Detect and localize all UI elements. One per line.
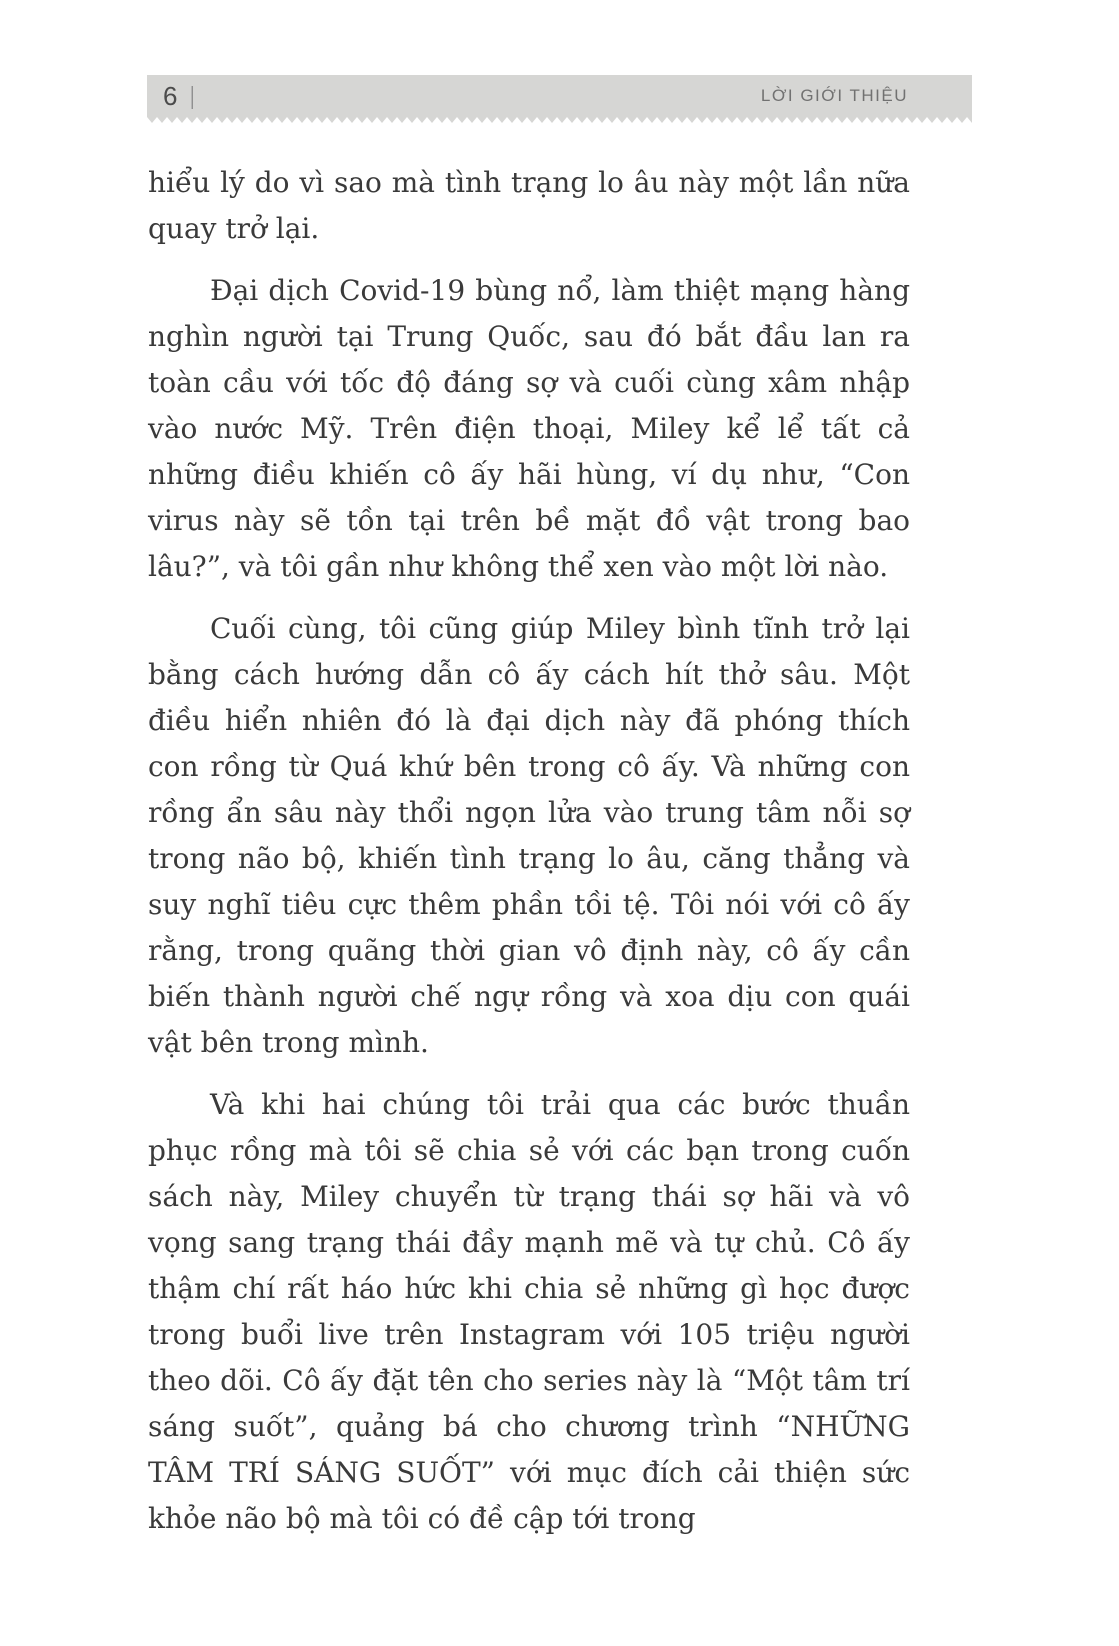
paragraph: Cuối cùng, tôi cũng giúp Miley bình tĩnh trở lại bằng cách hướng dẫn cô ấy cách hít thở sâu. Một điều hiển nhiên đó là đại dịch này đã phóng thích con rồng từ Quá khứ bên trong cô ấy. Và những con rồng ẩn sâu này thổi ngọn lửa vào trung tâm nỗi sợ trong não bộ, khiến tình trạng lo âu, căng thẳng và suy nghĩ tiêu cực thêm phần tồi tệ. Tôi nói với cô ấy rằng, trong quãng thời gian vô định này, cô ấy cần biến thành người chế ngự rồng và xoa dịu con quái vật bên trong mình. [148,612,910,1059]
paragraph: hiểu lý do vì sao mà tình trạng lo âu này một lần nữa quay trở lại. [148,166,910,245]
page-body-text [148,160,910,1558]
page-number: 6 [163,80,178,111]
page-header [147,75,972,123]
running-title: LỜI GIỚI THIỆU [760,86,908,105]
paragraph: Và khi hai chúng tôi trải qua các bước thuần phục rồng mà tôi sẽ chia sẻ với các bạn trong cuốn sách này, Miley chuyển từ trạng thái sợ hãi và vô vọng sang trạng thái đầy mạnh mẽ và tự chủ. Cô ấy thậm chí rất háo hức khi chia sẻ những gì học được trong buổi live trên Instagram với 105 triệu người theo dõi. Cô ấy đặt tên cho series này là “Một tâm trí sáng suốt”, quảng bá cho chương trình “NHỮNG TÂM TRÍ SÁNG SUỐT” với mục đích cải thiện sức khỏe não bộ mà tôi có đề cập tới trong [148,1088,910,1535]
page-number-separator: | [190,81,195,110]
zigzag-edge-decoration [147,117,972,123]
paragraph: Đại dịch Covid-19 bùng nổ, làm thiệt mạng hàng nghìn người tại Trung Quốc, sau đó bắt đầu lan ra toàn cầu với tốc độ đáng sợ và cuối cùng xâm nhập vào nước Mỹ. Trên điện thoại, Miley kể lể tất cả những điều khiến cô ấy hãi hùng, ví dụ như, “Con virus này sẽ tồn tại trên bề mặt đồ vật trong bao lâu?”, và tôi gần như không thể xen vào một lời nào. [148,274,910,583]
header-bar [147,75,972,117]
